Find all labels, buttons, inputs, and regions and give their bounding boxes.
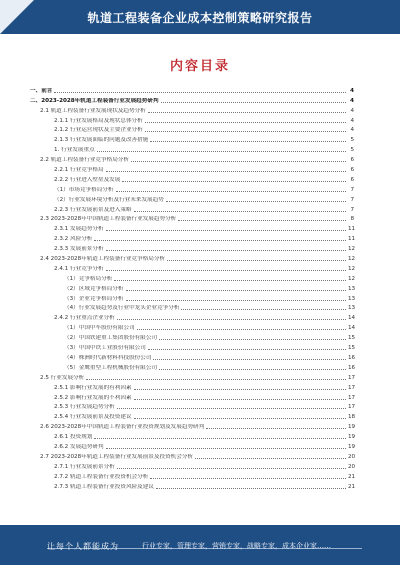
toc-entry-text: （4）行业发展趋势及行业中龙头企业竞争分析: [64, 305, 180, 312]
toc-page-number: 12: [348, 256, 356, 263]
toc-entry-text: 2.1 轨道工程装备行业发展现状及趋势分析: [40, 107, 146, 114]
toc-entry[interactable]: [30, 381, 354, 391]
toc-leader-dots: [153, 359, 346, 360]
toc-entry-text: （4）株洲时代新材料科技股份公司: [64, 354, 152, 361]
toc-entry-text: 1. 行业发展重点: [54, 147, 95, 154]
toc-page-number: 21: [348, 473, 356, 480]
toc-page-number: 13: [348, 295, 356, 302]
toc-entry[interactable]: [30, 391, 354, 401]
toc-entry-text: 2.2.1 行业竞争格局: [54, 167, 104, 174]
toc-entry[interactable]: [30, 94, 354, 104]
toc-page-number: 17: [348, 384, 356, 391]
toc-entry[interactable]: [30, 302, 354, 312]
toc-entry[interactable]: [30, 321, 354, 331]
toc-page-number: 7: [350, 206, 354, 213]
toc-leader-dots: [106, 171, 346, 172]
toc-entry[interactable]: [30, 183, 354, 193]
toc-entry-text: （1）市场竞争格局分析: [54, 186, 114, 193]
toc-entry[interactable]: [30, 292, 354, 302]
toc-entry[interactable]: [30, 410, 354, 420]
toc-entry[interactable]: [30, 262, 354, 272]
toc-page-number: 5: [350, 137, 354, 144]
toc-leader-dots: [159, 369, 346, 370]
toc-leader-dots: [117, 408, 346, 409]
toc-entry-text: （2）行业发展环境分析及行业未来发展趋势: [54, 196, 164, 203]
toc-entry-text: 2.5.2 影响行业发展的不利因素: [54, 394, 132, 401]
toc-page-number: 15: [348, 335, 356, 342]
toc-entry-text: 2.2.2 行业进入壁垒及发展: [54, 176, 121, 183]
toc-leader-dots: [116, 191, 347, 192]
toc-entry[interactable]: [30, 213, 354, 223]
toc-page-number: 21: [348, 483, 356, 490]
toc-leader-dots: [54, 92, 346, 93]
toc-entry-text: 2.7.2 轨道工程装备行业投资机会分析: [54, 473, 149, 480]
toc-entry[interactable]: [30, 114, 354, 124]
toc-entry[interactable]: [30, 282, 354, 292]
toc-entry[interactable]: [30, 163, 354, 173]
toc-entry-text: 2.6.1 投资规划: [54, 434, 93, 441]
toc-leader-dots: [148, 349, 346, 350]
toc-entry-text: （1）中国中车股份有限公司: [64, 325, 135, 332]
toc-leader-dots: [134, 399, 346, 400]
toc-entry[interactable]: [30, 252, 354, 262]
toc-page-number: 15: [348, 345, 356, 352]
toc-leader-dots: [145, 122, 346, 123]
toc-entry-text: 2.1.3 行业发展面临的问题及改善措施: [54, 137, 149, 144]
toc-leader-dots: [137, 329, 346, 330]
toc-entry-text: 2.5.3 行业发展趋势分析: [54, 404, 115, 411]
toc-leader-dots: [150, 141, 346, 142]
toc-entry-text: 2.7.1 行业发展前景分析: [54, 463, 115, 470]
toc-entry[interactable]: [30, 371, 354, 381]
toc-entry[interactable]: [30, 153, 354, 163]
toc-page-number: 19: [348, 443, 356, 450]
toc-entry[interactable]: [30, 133, 354, 143]
toc-page-number: 6: [350, 157, 354, 164]
toc-entry[interactable]: [30, 460, 354, 470]
toc-leader-dots: [106, 250, 346, 251]
toc-page-number: 14: [348, 315, 356, 322]
toc-entry[interactable]: [30, 203, 354, 213]
toc-leader-dots: [150, 478, 346, 479]
toc-page-number: 19: [348, 434, 356, 441]
toc-entry[interactable]: [30, 84, 354, 94]
toc-leader-dots: [156, 488, 346, 489]
toc-leader-dots: [126, 300, 347, 301]
toc-page-number: 4: [350, 97, 354, 104]
toc-page-number: 17: [348, 394, 356, 401]
toc-leader-dots: [86, 379, 346, 380]
toc-entry-text: 2.3.3 发展前景分析: [54, 246, 104, 253]
toc-page-number: 5: [350, 147, 354, 154]
toc-leader-dots: [161, 102, 346, 103]
toc-entry-text: 2.3.2 风险分析: [54, 236, 93, 243]
toc-entry-text: 2.5.4 行业发展前景及投资建议: [54, 414, 132, 421]
toc-leader-dots: [126, 290, 347, 291]
toc-leader-dots: [106, 230, 346, 231]
toc-entry[interactable]: [30, 193, 354, 203]
toc-entry[interactable]: [30, 361, 354, 371]
toc-entry[interactable]: [30, 401, 354, 411]
toc-entry-text: 2.5.1 影响行业发展的有利因素: [54, 384, 132, 391]
toc-page-number: 12: [348, 246, 356, 253]
toc-entry-text: 2.6 2023-2028年中国轨道工程装备行业投资规划及发展趋势研判: [40, 424, 205, 431]
toc-leader-dots: [206, 428, 346, 429]
toc-entry-text: （3）中国中铁工业股份有限公司: [64, 345, 146, 352]
toc-entry-text: 2.2.3 行业发展前景及进入策略: [54, 206, 132, 213]
toc-entry[interactable]: [30, 104, 354, 114]
toc-leader-dots: [106, 270, 346, 271]
toc-leader-dots: [94, 438, 346, 439]
toc-leader-dots: [167, 260, 346, 261]
toc-leader-dots: [181, 309, 346, 310]
toc-page-number: 7: [350, 186, 354, 193]
toc-page-number: 20: [348, 453, 356, 460]
toc-leader-dots: [94, 240, 346, 241]
toc-page-number: 4: [350, 87, 354, 94]
toc-page-number: 17: [348, 404, 356, 411]
toc-page-number: 11: [348, 226, 356, 233]
toc-page-number: 17: [348, 374, 356, 381]
toc-leader-dots: [134, 389, 346, 390]
toc-entry[interactable]: [30, 440, 354, 450]
toc-leader-dots: [195, 458, 346, 459]
toc-leader-dots: [166, 201, 346, 202]
toc-leader-dots: [106, 448, 346, 449]
toc-page-number: 4: [350, 117, 354, 124]
toc-entry-text: 二、2023-2028年轨道工程装备行业发展趋势研判: [30, 97, 159, 104]
toc-entry[interactable]: [30, 351, 354, 361]
toc-entry-text: （3）企业竞争格局分析: [64, 295, 124, 302]
toc-entry[interactable]: [30, 430, 354, 440]
toc-heading: 内容目录: [169, 59, 230, 74]
toc-page-number: 6: [350, 176, 354, 183]
toc-entry[interactable]: [30, 480, 354, 490]
toc-entry-text: 2.7 2023-2028年轨道工程装备行业发展前景及投资机会分析: [40, 453, 194, 460]
toc-page-number: 13: [348, 285, 356, 292]
toc-entry[interactable]: [30, 232, 354, 242]
toc-entry-text: 2.1.1 行业发展格局及现状总体分析: [54, 117, 143, 124]
toc-page-number: 14: [348, 325, 356, 332]
toc-entry[interactable]: [30, 420, 354, 430]
toc-page-number: 16: [348, 364, 356, 371]
toc-leader-dots: [145, 131, 346, 132]
table-of-contents: [30, 84, 354, 490]
toc-page-number: 16: [348, 354, 356, 361]
toc-page-number: 4: [350, 107, 354, 114]
toc-leader-dots: [117, 319, 346, 320]
toc-entry[interactable]: [30, 242, 354, 252]
toc-leader-dots: [131, 161, 346, 162]
toc-entry-text: 2.7.3 轨道工程装备行业投资风险及建议: [54, 483, 154, 490]
toc-entry[interactable]: [30, 450, 354, 460]
toc-leader-dots: [122, 181, 346, 182]
toc-entry-text: （2）中国铁建重工集团股份有限公司: [64, 335, 158, 342]
toc-entry[interactable]: [30, 173, 354, 183]
toc-entry[interactable]: [30, 331, 354, 341]
report-footer: [0, 525, 400, 565]
toc-leader-dots: [159, 339, 346, 340]
toc-entry[interactable]: [30, 272, 354, 282]
toc-page-number: 4: [350, 127, 354, 134]
toc-page-number: 19: [348, 424, 356, 431]
toc-page-number: 13: [348, 305, 356, 312]
toc-entry[interactable]: [30, 341, 354, 351]
toc-entry-text: 一、前言: [30, 87, 53, 94]
toc-entry-text: 2.6.2 发展趋势研判: [54, 443, 104, 450]
toc-leader-dots: [148, 112, 346, 113]
toc-page-number: 12: [348, 265, 356, 272]
toc-page-number: 7: [350, 196, 354, 203]
toc-entry-text: 2.5 行业发展分析: [40, 374, 85, 381]
toc-entry-text: 2.4.1 行业竞争分析: [54, 265, 104, 272]
toc-leader-dots: [178, 220, 346, 221]
toc-entry-text: 2.3.1 发展趋势分析: [54, 226, 104, 233]
toc-leader-dots: [97, 151, 346, 152]
report-title: 轨道工程装备企业成本控制策略研究报告: [87, 11, 313, 25]
toc-entry-text: 2.1.2 行业运营现状及主要企业分析: [54, 127, 143, 134]
toc-page-number: 20: [348, 463, 356, 470]
toc-entry-text: （5）金鹰重型工程机械股份有限公司: [64, 364, 158, 371]
toc-entry-text: （2）区域竞争格局分析: [64, 285, 124, 292]
toc-entry[interactable]: [30, 124, 354, 134]
toc-page-number: 8: [350, 216, 354, 223]
toc-leader-dots: [117, 468, 346, 469]
toc-entry[interactable]: [30, 470, 354, 480]
toc-page-number: 6: [350, 167, 354, 174]
toc-entry-text: 2.2 轨道工程装备行业竞争格局分析: [40, 157, 129, 164]
toc-entry-text: 2.4 2023-2028年轨道工程装备行业竞争格局分析: [40, 256, 166, 263]
toc-page-number: 18: [348, 414, 356, 421]
toc-entry-text: 2.3 2023-2028年中国轨道工程装备行业发展趋势分析: [40, 216, 177, 223]
toc-entry[interactable]: [30, 143, 354, 153]
toc-entry-text: （1）竞争格局分析: [64, 275, 113, 282]
report-header: [0, 0, 400, 34]
footer-slogan: 让每个人都能成为: [47, 542, 119, 551]
toc-page-number: 11: [348, 236, 356, 243]
toc-leader-dots: [134, 211, 346, 212]
toc-leader-dots: [134, 418, 346, 419]
toc-entry[interactable]: [30, 222, 354, 232]
toc-leader-dots: [114, 280, 346, 281]
toc-page-number: 12: [348, 275, 356, 282]
toc-entry-text: 2.4.2 行业重点企业分析: [54, 315, 115, 322]
toc-entry[interactable]: [30, 311, 354, 321]
footer-tagline: 行业专家，管理专家，营销专家，战略专家，成本企业家……: [142, 542, 331, 550]
